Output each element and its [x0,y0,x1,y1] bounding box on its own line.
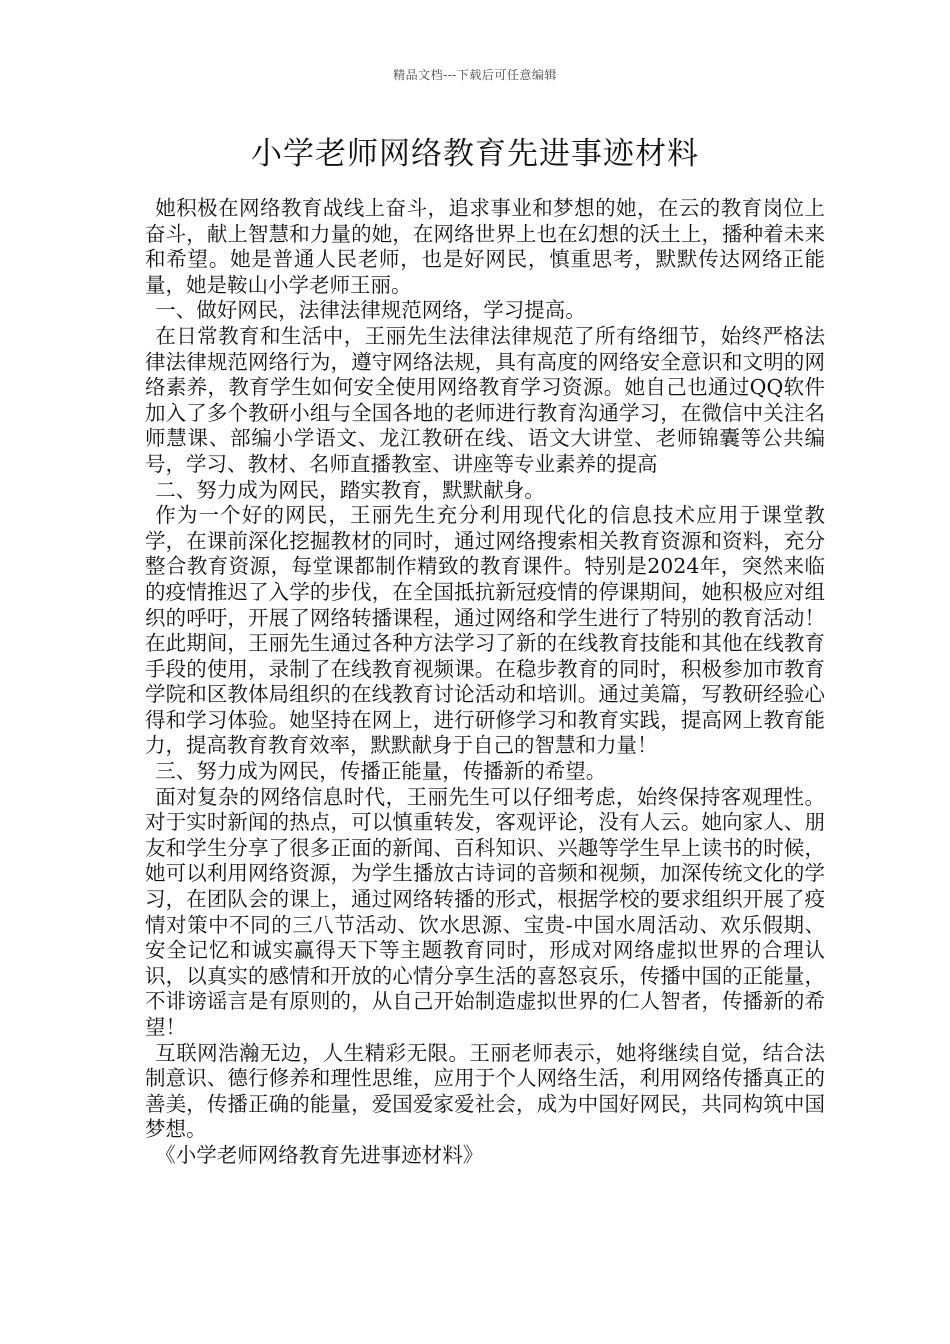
document-footer-title: 《小学老师网络教育先进事迹材料》 [155,1142,484,1167]
section-heading-2: 二、努力成为网民，踏实教育，默默献身。 [155,477,545,502]
paragraph-section-3: 面对复杂的网络信息时代，王丽先生可以仔细考虑，始终保持客观理性。对于实时新闻的热点，可以慎重转发，客观评论，没有人云。她向家人、朋友和学生分享了很多正面的新闻、百科知识、兴趣等学生早上读书的时候，她可以利用网络资源，为学生播放古诗词的音频和视频，加深传统文化的学习，在团队会的课上，通过网络转播的形式，根据学校的要求组织开展了疫情对策中不同的三八节活动、饮水思源、宝贵-中国水周活动、欢乐假期、安全记忆和诚实赢得天下等主题教育同时，形成对网络虚拟世界的合理认识，以真实的感情和开放的心情分享生活的喜怒哀乐，传播中国的正能量，不诽谤谣言是有原则的，从自己开始制造虚拟世界的仁人智者，传播新的希望！ [145,784,825,1039]
paragraph-intro: 她积极在网络教育战线上奋斗，追求事业和梦想的她，在云的教育岗位上奋斗，献上智慧和力量的她，在网络世界上也在幻想的沃土上，播种着未来和希望。她是普通人民老师，也是好网民，慎重思考，默默传达网络正能量，她是鞍山小学老师王丽。 [145,196,825,297]
section-heading-3: 三、努力成为网民，传播正能量，传播新的希望。 [155,759,607,784]
paragraph-conclusion: 互联网浩瀚无边，人生精彩无限。王丽老师表示，她将继续自觉，结合法制意识、德行修养和理性思维，应用于个人网络生活，利用网络传播真正的善美，传播正确的能量，爱国爱家爱社会，成为中国好网民，共同构筑中国梦想。 [145,1040,825,1142]
section-heading-1: 一、做好网民，法律法律规范网络，学习提高。 [155,298,586,323]
document-title: 小学老师网络教育先进事迹材料 [251,136,699,172]
paragraph-section-1: 在日常教育和生活中，王丽先生法律法律规范了所有络细节，始终严格法律法律规范网络行为，遵守网络法规，具有高度的网络安全意识和文明的网络素养，教育学生如何安全使用网络教育学习资源。她自己也通过QQ软件加入了多个教研小组与全国各地的老师进行教育沟通学习，在微信中关注名师慧课、部编小学语文、龙江教研在线、语文大讲堂、老师锦囊等公共编号，学习、教材、名师直播教室、讲座等专业素养的提高 [145,323,825,476]
paragraph-section-2: 作为一个好的网民，王丽先生充分利用现代化的信息技术应用于课堂教学，在课前深化挖掘教材的同时，通过网络搜索相关教育资源和资料，充分整合教育资源，每堂课都制作精致的教育课件。特别是2024年，突然来临的疫情推迟了入学的步伐，在全国抵抗新冠疫情的停课期间，她积极应对组织的呼吁，开展了网络转播课程，通过网络和学生进行了特别的教育活动！在此期间，王丽先生通过各种方法学习了新的在线教育技能和其他在线教育手段的使用，录制了在线教育视频课。在稳步教育的同时，积极参加市教育学院和区教体局组织的在线教育讨论活动和培训。通过美篇，写教研经验心得和学习体验。她坚持在网上，进行研修学习和教育实践，提高网上教育能力，提高教育教育效率，默默献身于自己的智慧和力量！ [145,503,825,758]
header-note: 精品文档---下载后可任意编辑 [393,68,557,82]
document-body [145,196,825,1169]
